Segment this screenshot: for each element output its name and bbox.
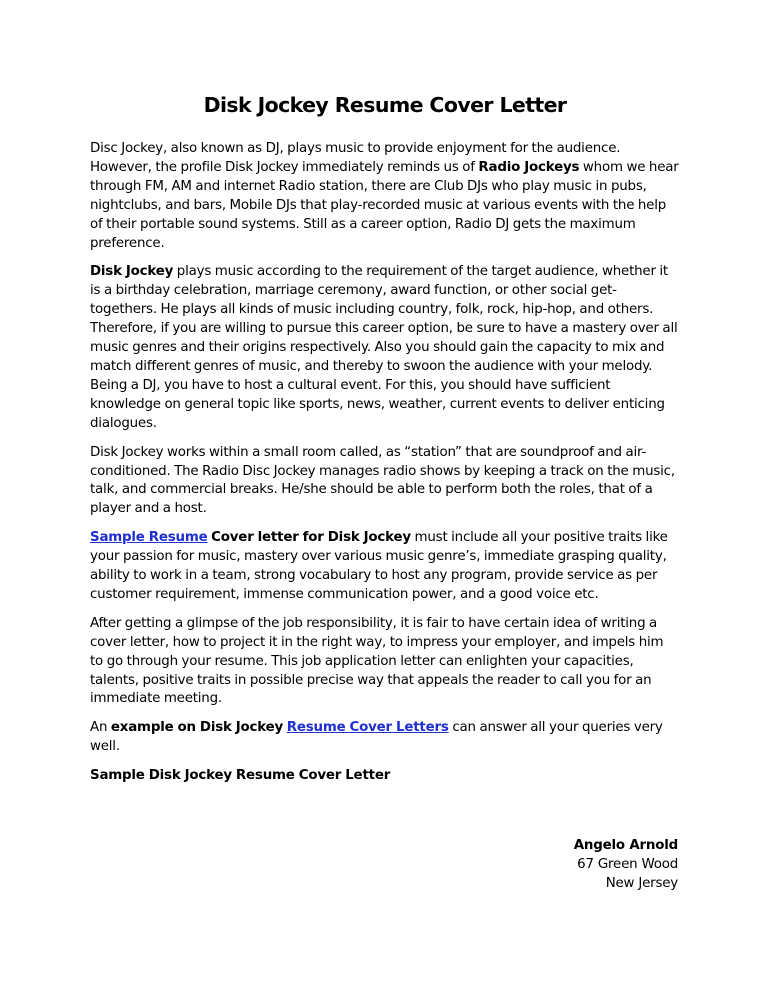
- resume-cover-letters-link[interactable]: Resume Cover Letters: [286, 720, 449, 736]
- paragraph-example-prefix: An: [90, 720, 111, 736]
- paragraph-example: [90, 719, 680, 757]
- paragraph-station: Disk Jockey works within a small room called, as “station” that are soundproof and air-conditioned. The Radio Disc Jockey manages radio shows by keeping a track on the music, talk, and commercial breaks. He/she should be able to perform both the roles, that of a player and a host.: [90, 444, 675, 517]
- paragraph-dj-role: [90, 263, 680, 433]
- disk-jockey-bold: Disk Jockey: [90, 264, 174, 280]
- cover-letter-bold: Cover letter for Disk Jockey: [211, 530, 411, 546]
- paragraph-sample-resume: [90, 529, 680, 605]
- signature-block: [574, 837, 678, 894]
- document-title: Disk Jockey Resume Cover Letter: [203, 93, 567, 117]
- sample-resume-link[interactable]: Sample Resume: [90, 530, 208, 546]
- paragraph-example-text: can answer all your queries very well.: [90, 720, 663, 755]
- paragraph-intro-text-1: Disc Jockey, also known as DJ, plays music to provide enjoyment for the audience. However, the profile Disk Jockey immediately reminds us of: [90, 141, 621, 175]
- example-bold: example on Disk Jockey: [110, 720, 284, 736]
- paragraph-sample-resume-text: must include all your positive traits like your passion for music, mastery over various music genre’s, immediate grasping quality, ability to work in a team, strong vocabulary to host any program, provide service as per customer requirement, immense communication power, and a good voice etc.: [90, 530, 668, 602]
- radio-jockeys-bold: Radio Jockeys: [478, 159, 580, 175]
- paragraph-dj-role-text: plays music according to the requirement of the target audience, whether it is a birthday celebration, marriage ceremony, award function, or other social get-togethers. He plays all kinds of music including country, folk, rock, hip-hop, and others. Therefore, if you are willing to pursue this career option, be sure to have a mastery over all music genres and their origins respectively. Also you should gain the capacity to mix and match different genres of music, and thereby to swoon the audience with your melody. Being a DJ, you have to host a cultural event. For this, you should have sufficient knowledge on general topic like sports, news, weather, current events to deliver enticing dialogues.: [90, 264, 678, 431]
- paragraph-job-responsibility: After getting a glimpse of the job responsibility, it is fair to have certain idea of writing a cover letter, how to project it in the right way, to impress your employer, and impels him to go through your resume. This job application letter can enlighten your capacities, talents, positive traits in possible precise way that appeals the reader to call you for an immediate meeting.: [90, 615, 664, 707]
- signature-name: Angelo Arnold: [573, 838, 678, 853]
- paragraph-intro-text-2: whom we hear through FM, AM and internet Radio station, there are Club DJs who play music in pubs, nightclubs, and bars, Mobile DJs that play-recorded music at various events with the help of their portable sound systems. Still as a career option, Radio DJ gets the maximum preference.: [90, 159, 679, 251]
- signature-address: 67 Green Wood: [577, 856, 678, 872]
- signature-state: New Jersey: [605, 875, 678, 891]
- paragraph-intro: [90, 140, 680, 253]
- sample-letter-heading: Sample Disk Jockey Resume Cover Letter: [90, 768, 391, 784]
